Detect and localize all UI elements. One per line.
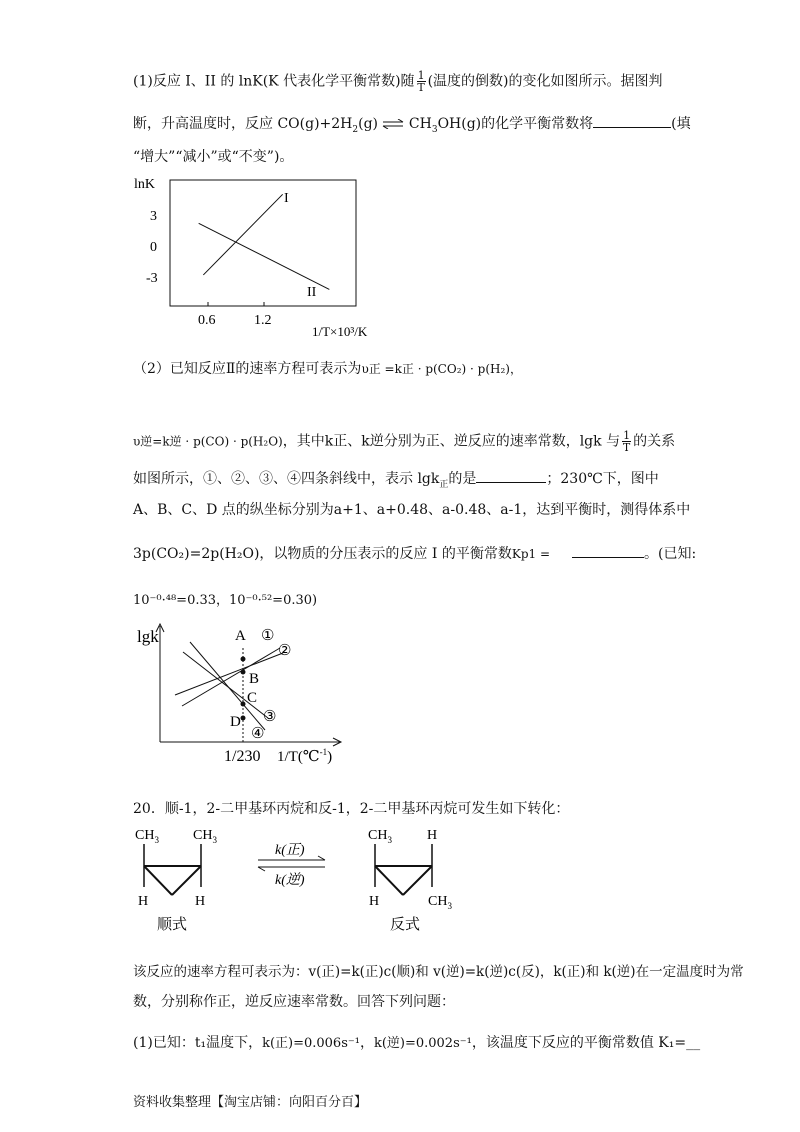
chart2-ylabel: lgk <box>137 627 159 646</box>
chart1-xlabel: 1/T×10³/K <box>312 324 368 339</box>
cis-ring-left <box>144 866 172 895</box>
k-reverse-label: k(逆) <box>275 873 305 888</box>
q19-part1-line2: 断，升高温度时，反应 $CO(g)+2H_2(g)$ $CH_3OH(g)$的化学平衡常数将 (填 <box>133 113 691 140</box>
q19-part2-line1: （2）已知反应Ⅱ的速率方程可表示为υ正 =k正 · p(CO₂) · p(H₂)， <box>133 361 522 377</box>
q19-part2-line4: A、B、C、D 点的纵坐标分别为a+1、a+0.48、a-0.48、a-1，达到平衡时，测得体系中 <box>133 502 691 518</box>
label-B: B <box>249 671 260 687</box>
chart1-frame <box>170 180 356 306</box>
trans-ring-left <box>375 866 403 895</box>
label-series-2: ② <box>278 643 292 659</box>
chart2-xlabel: 1/T(℃$^{-1}$) <box>277 747 333 765</box>
q19-part2-line3: 如图所示，①、②、③、④四条斜线中，表示 lgk$_正$的是 ；230℃下，图中 <box>133 468 659 495</box>
label-C: C <box>247 690 258 706</box>
series-label-I: I <box>284 191 289 206</box>
q20-part1-line: (1)已知：t₁温度下，k(正)=0.006s⁻¹，k(逆)=0.002s⁻¹，该温度下反应的平衡常数值 K₁=__ <box>133 1035 701 1051</box>
k-forward-label: k(正) <box>275 843 305 858</box>
rate-eq-reverse: υ逆=k逆 · p(CO) · p(H₂O) <box>133 434 283 449</box>
inverse-t-fraction-2: $\frac{1}{T}$ <box>622 429 631 454</box>
label-D: D <box>230 714 241 730</box>
series-line-II <box>199 223 330 289</box>
series-line-2 <box>175 653 283 695</box>
k-forward-value: k(正)=0.006s⁻¹ <box>262 1036 360 1051</box>
page-footer: 资料收集整理【淘宝店铺：向阳百分百】 <box>133 1095 368 1110</box>
chart1-ylabel: lnK <box>134 177 155 192</box>
k-reverse-value: k(逆)=0.002s⁻¹ <box>373 1036 472 1051</box>
cis-ch3-right: $CH_3$ <box>193 828 217 845</box>
q20-rate-line1: 该反应的速率方程可表示为：v(正)=k(正)c(顺)和 v(逆)=k(逆)c(反)，k(正)和 k(逆)在一定温度时为常 <box>133 964 744 980</box>
cis-h-left: H <box>138 894 149 909</box>
q20-rate-line2: 数，分别称作正，逆反应速率常数。回答下列问题： <box>133 994 455 1010</box>
chart1-xtick-0.6: 0.6 <box>198 313 216 328</box>
chart1-ytick-0: 0 <box>150 240 157 255</box>
point-A <box>241 657 246 662</box>
trans-ring-right <box>403 866 432 895</box>
q19-part1-line1: (1)反应 I、II 的 lnK(K 代表化学平衡常数)随 $\frac{1}{T}$ (温度的倒数)的变化如图所示。据图判 <box>133 69 663 94</box>
trans-ch3-bottom: $CH_3$ <box>428 894 452 911</box>
chart1-xtick-1.2: 1.2 <box>254 313 272 328</box>
trans-h-bottom: H <box>369 894 380 909</box>
chart2-xtick: 1/230 <box>224 748 261 765</box>
label-A: A <box>235 628 246 644</box>
trans-label: 反式 <box>390 917 421 933</box>
reverse-arrow-head <box>258 867 265 871</box>
trans-h-top: H <box>427 828 438 843</box>
point-C <box>241 702 246 707</box>
cis-label: 顺式 <box>157 917 188 933</box>
q19-part2-line6: 10⁻⁰·⁴⁸=0.33，10⁻⁰·⁵²=0.30) <box>133 593 318 608</box>
cyclopropane-scheme <box>130 822 470 937</box>
label-series-3: ③ <box>263 709 277 725</box>
forward-arrow-head <box>318 856 325 860</box>
q20-title: 20．顺-1，2-二甲基环丙烷和反-1，2-二甲基环丙烷可发生如下转化： <box>133 801 570 817</box>
series-line-1 <box>182 648 280 706</box>
chart1-ytick-3: 3 <box>150 209 157 224</box>
q19-part2-line5: 3p(CO₂)=2p(H₂O)，以物质的分压表示的反应 I 的平衡常数Kp1 = 。(已知: <box>133 543 696 564</box>
chart1-ytick-neg3: -3 <box>146 271 158 286</box>
cis-h-right: H <box>195 894 206 909</box>
point-B <box>241 670 246 675</box>
equilibrium-arrow-icon <box>382 119 404 129</box>
answer-blank-2[interactable] <box>476 468 546 483</box>
label-series-4: ④ <box>251 726 265 742</box>
point-D <box>241 716 246 721</box>
q19-part1-line3: “增大”“减小”或“不变”)。 <box>133 149 294 165</box>
cis-ch3-left: $CH_3$ <box>135 828 159 845</box>
cis-ring-right <box>172 866 201 895</box>
answer-blank-3[interactable] <box>572 543 644 558</box>
rate-eq-forward: υ正 =k正 · p(CO₂) · p(H₂)， <box>361 362 522 376</box>
answer-blank[interactable] <box>593 113 671 128</box>
lnk-chart <box>130 172 370 340</box>
trans-ch3-top: $CH_3$ <box>368 828 392 845</box>
series-label-II: II <box>307 285 317 300</box>
label-series-1: ① <box>261 628 275 644</box>
lgk-chart <box>135 618 355 768</box>
series-line-I <box>203 194 282 275</box>
q19-part2-line2: υ逆=k逆 · p(CO) · p(H₂O)，其中k正、k逆分别为正、逆反应的速率常数，lgk 与 $\frac{1}{T}$ 的关系 <box>133 429 676 454</box>
inverse-t-fraction: $\frac{1}{T}$ <box>417 69 425 94</box>
